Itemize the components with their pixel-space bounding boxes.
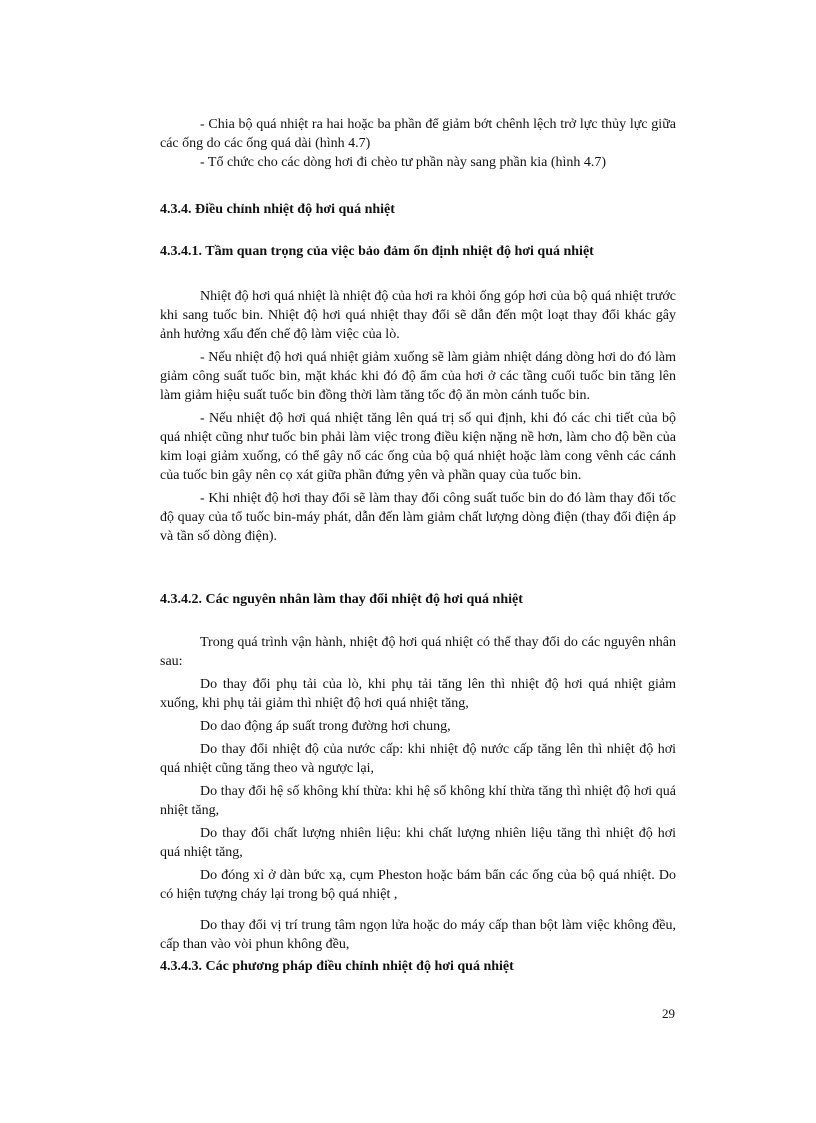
paragraph: Do thay đổi phụ tải của lò, khi phụ tải tăng lên thì nhiệt độ hơi quá nhiệt giảm xuống, khi phụ tải giảm thì nhiệt độ hơi quá nhiệt tăng,	[160, 677, 676, 711]
subsection-heading-4-3-4-1: 4.3.4.1. Tầm quan trọng của việc bảo đảm ổn định nhiệt độ hơi quá nhiệt	[160, 244, 594, 259]
paragraph: Do thay đổi vị trí trung tâm ngọn lửa hoặc do máy cấp than bột làm việc không đều, cấp than vào vòi phun không đều,	[160, 918, 676, 952]
paragraph: Do đóng xỉ ở dàn bức xạ, cụm Pheston hoặc bám bẩn các ống của bộ quá nhiệt. Do có hiện tượng cháy lại trong bộ quá nhiệt ,	[160, 868, 676, 902]
superheater-division-list	[160, 115, 676, 172]
paragraph: - Chia bộ quá nhiệt ra hai hoặc ba phần để giảm bớt chênh lệch trở lực thủy lực giữa các ống do các ống quá dài (hình 4.7)	[160, 117, 676, 151]
paragraph: - Khi nhiệt độ hơi thay đổi sẽ làm thay đổi công suất tuốc bin do đó làm thay đổi tốc độ quay của tổ tuốc bin-máy phát, dẫn đến làm giảm chất lượng dòng điện (thay đổi điện áp và tần số dòng điện).	[160, 491, 676, 544]
paragraph: - Tổ chức cho các dòng hơi đi chèo tư phần này sang phần kia (hình 4.7)	[200, 155, 607, 170]
paragraph: Do thay đổi hệ số không khí thừa: khi hệ số không khí thừa tăng thì nhiệt độ hơi quá nhiệt tăng,	[160, 784, 676, 818]
paragraph: Do thay đổi nhiệt độ của nước cấp: khi nhiệt độ nước cấp tăng lên thì nhiệt độ hơi quá nhiệt cũng tăng theo và ngược lại,	[160, 742, 676, 776]
section-heading-4-3-4: 4.3.4. Điều chỉnh nhiệt độ hơi quá nhiệt	[160, 202, 395, 217]
paragraph: Do dao động áp suất trong đường hơi chung,	[200, 719, 451, 734]
paragraph: Nhiệt độ hơi quá nhiệt là nhiệt độ của hơi ra khỏi ống góp hơi của bộ quá nhiệt trước khi sang tuốc bin. Nhiệt độ hơi quá nhiệt thay đổi sẽ dẫn đến một loạt thay đổi khác gây ảnh hưởng xấu đến chế độ làm việc của lò.	[160, 289, 676, 342]
paragraph: Do thay đổi chất lượng nhiên liệu: khi chất lượng nhiên liệu tăng thì nhiệt độ hơi quá nhiệt tăng,	[160, 826, 676, 860]
causes-body	[160, 633, 676, 954]
importance-body	[160, 287, 676, 546]
subsection-heading-4-3-4-2: 4.3.4.2. Các nguyên nhân làm thay đổi nhiệt độ hơi quá nhiệt	[160, 592, 523, 607]
subsection-heading-4-3-4-3: 4.3.4.3. Các phương pháp điều chỉnh nhiệt độ hơi quá nhiệt	[160, 959, 514, 974]
paragraph: - Nếu nhiệt độ hơi quá nhiệt tăng lên quá trị số qui định, khi đó các chi tiết của bộ quá nhiệt cũng như tuốc bin phải làm việc trong điều kiện nặng nề hơn, làm cho độ bền của kim loại giảm xuống, có thể gây nổ các ống của bộ quá nhiệt hoặc làm cong vênh các cánh của tuốc bin gây nên cọ xát giữa phần đứng yên và phần quay của tuốc bin.	[160, 411, 676, 483]
paragraph: - Nếu nhiệt độ hơi quá nhiệt giảm xuống sẽ làm giảm nhiệt dáng dòng hơi do đó làm giảm công suất tuốc bin, mặt khác khi đó độ ẩm của hơi ở các tầng cuối tuốc bin tăng lên làm giảm hiệu suất tuốc bin đồng thời làm tăng tốc độ ăn mòn cánh tuốc bin.	[160, 350, 676, 403]
page-number: 29	[662, 1006, 675, 1021]
paragraph: Trong quá trình vận hành, nhiệt độ hơi quá nhiệt có thể thay đổi do các nguyên nhân sau:	[160, 635, 676, 669]
